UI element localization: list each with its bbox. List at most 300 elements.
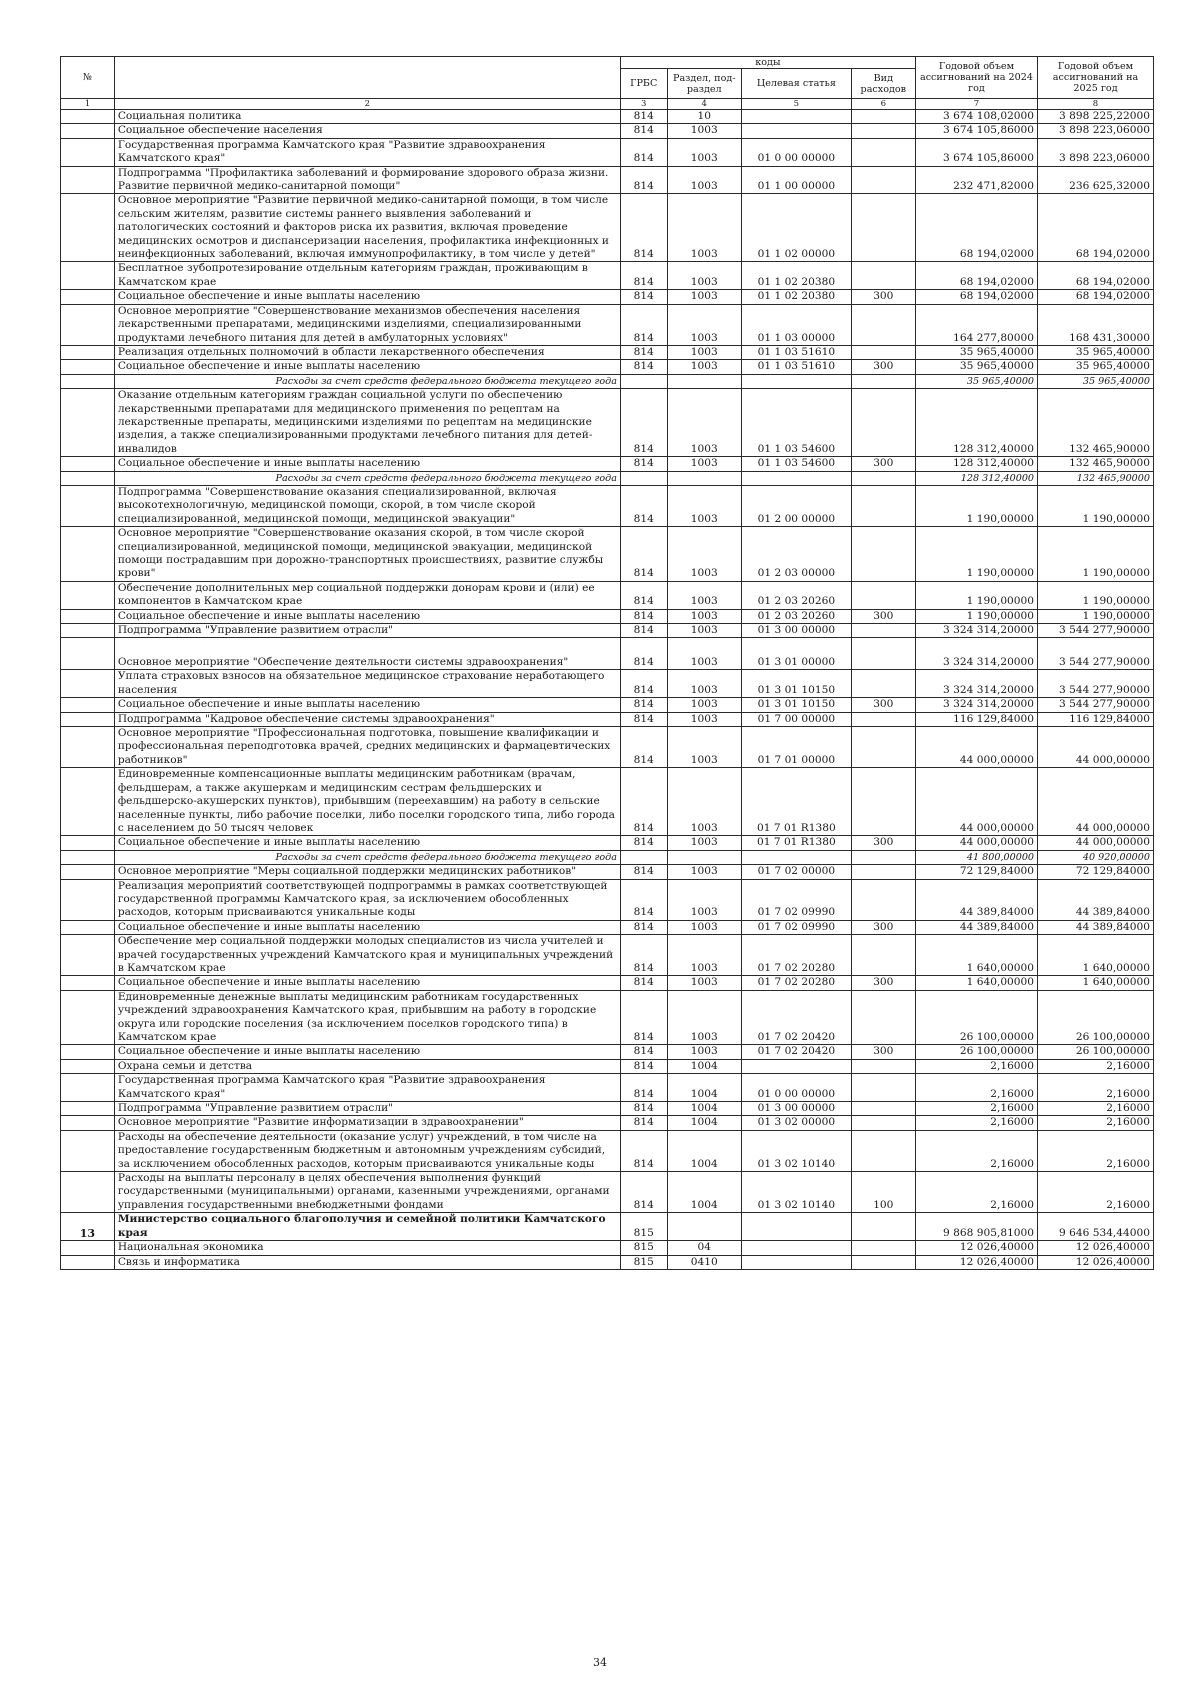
row-number (61, 768, 115, 836)
row-amount-2024: 26 100,00000 (915, 990, 1037, 1045)
row-section (667, 374, 742, 388)
row-expense-type (851, 727, 915, 768)
row-expense-type (851, 1255, 915, 1269)
row-article: 01 1 02 20380 (742, 262, 852, 290)
col-2025-header: Годовой объем ассигнований на 2025 год (1038, 57, 1154, 99)
row-article (742, 471, 852, 485)
row-article: 01 3 01 00000 (742, 638, 852, 670)
row-amount-2024: 12 026,40000 (915, 1241, 1037, 1255)
row-amount-2024: 12 026,40000 (915, 1255, 1037, 1269)
table-row (61, 990, 1154, 1045)
row-number (61, 1116, 115, 1130)
row-amount-2024: 41 800,00000 (915, 850, 1037, 864)
table-row (61, 836, 1154, 850)
budget-sheet (60, 56, 1154, 1270)
row-amount-2024: 128 312,40000 (915, 471, 1037, 485)
row-number (61, 124, 115, 138)
row-expense-type: 300 (851, 698, 915, 712)
row-number (61, 865, 115, 879)
row-number (61, 712, 115, 726)
row-article: 01 0 00 00000 (742, 138, 852, 166)
row-section: 1003 (667, 698, 742, 712)
row-amount-2024: 3 324 314,20000 (915, 670, 1037, 698)
row-name: Уплата страховых взносов на обязательное медицинское страхование неработающего населения (114, 670, 620, 698)
row-section: 1003 (667, 166, 742, 194)
table-row (61, 1130, 1154, 1171)
row-amount-2025: 236 625,32000 (1038, 166, 1154, 194)
row-grbs: 814 (620, 389, 667, 457)
row-number (61, 360, 115, 374)
row-amount-2024: 68 194,02000 (915, 194, 1037, 262)
row-amount-2024: 68 194,02000 (915, 290, 1037, 304)
row-number (61, 920, 115, 934)
table-row (61, 670, 1154, 698)
row-section (667, 471, 742, 485)
row-name: Подпрограмма "Профилактика заболеваний и формирование здорового образа жизни. Развитие первичной медико-санитарной помощи" (114, 166, 620, 194)
row-amount-2024: 9 868 905,81000 (915, 1213, 1037, 1241)
row-name: Основное мероприятие "Совершенствование оказания скорой, в том числе скорой специализированной, медицинской помощи, медицинской эвакуации, медицинской помощи пострадавшим при дорожно-транспортных происшествиях, развитие службы крови" (114, 527, 620, 582)
row-grbs: 814 (620, 581, 667, 609)
row-expense-type (851, 879, 915, 920)
row-expense-type (851, 1241, 915, 1255)
row-number (61, 1074, 115, 1102)
row-name: Социальное обеспечение и иные выплаты населению (114, 1045, 620, 1059)
row-expense-type (851, 712, 915, 726)
row-section: 1003 (667, 290, 742, 304)
row-name: Подпрограмма "Кадровое обеспечение системы здравоохранения" (114, 712, 620, 726)
col-2024-header: Годовой объем ассигнований на 2024 год (915, 57, 1037, 99)
row-name: Основное мероприятие "Совершенствование механизмов обеспечения населения лекарственными препаратами, медицинскими изделиями, специализированными продуктами лечебного питания для детей в амбулаторных условиях" (114, 304, 620, 345)
row-grbs: 814 (620, 485, 667, 526)
row-article: 01 1 03 54600 (742, 389, 852, 457)
row-grbs: 814 (620, 638, 667, 670)
row-amount-2024: 44 389,84000 (915, 920, 1037, 934)
table-row (61, 471, 1154, 485)
row-name: Подпрограмма "Совершенствование оказания специализированной, включая высокотехнологичную, медицинской помощи, скорой, в том числе скорой специализированной, медицинской помощи, медицинской эвакуации" (114, 485, 620, 526)
row-article: 01 1 03 51610 (742, 360, 852, 374)
row-article (742, 1213, 852, 1241)
row-number (61, 624, 115, 638)
row-section: 1003 (667, 768, 742, 836)
row-name: Социальное обеспечение населения (114, 124, 620, 138)
row-expense-type: 300 (851, 290, 915, 304)
row-grbs: 815 (620, 1255, 667, 1269)
row-expense-type (851, 124, 915, 138)
row-section: 1003 (667, 138, 742, 166)
row-article (742, 1255, 852, 1269)
row-number (61, 1102, 115, 1116)
row-amount-2025: 44 000,00000 (1038, 727, 1154, 768)
row-name: Основное мероприятие "Обеспечение деятельности системы здравоохранения" (114, 638, 620, 670)
table-row (61, 976, 1154, 990)
row-section (667, 850, 742, 864)
row-amount-2024: 128 312,40000 (915, 457, 1037, 471)
row-expense-type (851, 389, 915, 457)
row-amount-2024: 1 640,00000 (915, 935, 1037, 976)
row-section: 04 (667, 1241, 742, 1255)
row-number (61, 527, 115, 582)
row-amount-2024: 35 965,40000 (915, 360, 1037, 374)
row-amount-2025: 3 898 225,22000 (1038, 110, 1154, 124)
row-name: Расходы за счет средств федерального бюджета текущего года (114, 471, 620, 485)
table-row (61, 865, 1154, 879)
row-amount-2024: 2,16000 (915, 1172, 1037, 1213)
row-expense-type (851, 581, 915, 609)
row-amount-2025: 12 026,40000 (1038, 1241, 1154, 1255)
row-number (61, 698, 115, 712)
row-amount-2025: 3 898 223,06000 (1038, 124, 1154, 138)
table-row (61, 1059, 1154, 1073)
col-article-header: Целевая статья (742, 69, 852, 99)
row-grbs: 814 (620, 836, 667, 850)
table-row (61, 609, 1154, 623)
row-amount-2024: 2,16000 (915, 1102, 1037, 1116)
table-row (61, 712, 1154, 726)
row-number (61, 389, 115, 457)
table-row (61, 194, 1154, 262)
row-section: 1003 (667, 194, 742, 262)
row-expense-type (851, 935, 915, 976)
row-grbs: 814 (620, 920, 667, 934)
row-grbs: 814 (620, 527, 667, 582)
row-amount-2025: 44 389,84000 (1038, 920, 1154, 934)
table-row (61, 581, 1154, 609)
table-row (61, 527, 1154, 582)
row-name: Социальное обеспечение и иные выплаты населению (114, 290, 620, 304)
table-row (61, 457, 1154, 471)
row-section: 1003 (667, 1045, 742, 1059)
row-amount-2024: 2,16000 (915, 1116, 1037, 1130)
row-amount-2025: 26 100,00000 (1038, 990, 1154, 1045)
row-amount-2025: 1 190,00000 (1038, 485, 1154, 526)
column-index: 6 (851, 99, 915, 110)
row-name: Расходы на выплаты персоналу в целях обеспечения выполнения функций государственными (муниципальными) органами, казенными учреждениями, органами управления государственными внебюджетными фондами (114, 1172, 620, 1213)
row-amount-2024: 3 674 105,86000 (915, 124, 1037, 138)
row-article: 01 7 02 09990 (742, 879, 852, 920)
table-row (61, 262, 1154, 290)
row-grbs: 814 (620, 935, 667, 976)
row-amount-2025: 116 129,84000 (1038, 712, 1154, 726)
row-expense-type: 300 (851, 1045, 915, 1059)
row-name: Обеспечение дополнительных мер социальной поддержки донорам крови и (или) ее компонентов в Камчатском крае (114, 581, 620, 609)
row-name: Единовременные денежные выплаты медицинским работникам государственных учреждений здравоохранения Камчатского края, прибывшим на работу в городские округа или городские поселения (за исключением поселков городского типа) в Камчатском крае (114, 990, 620, 1045)
row-expense-type (851, 262, 915, 290)
table-row (61, 360, 1154, 374)
table-body (61, 110, 1154, 1270)
page-number: 34 (593, 1656, 607, 1669)
row-amount-2024: 1 190,00000 (915, 581, 1037, 609)
table-row (61, 138, 1154, 166)
row-article: 01 7 02 20280 (742, 935, 852, 976)
row-section: 1004 (667, 1130, 742, 1171)
row-grbs: 814 (620, 1130, 667, 1171)
row-grbs (620, 471, 667, 485)
row-amount-2025: 1 640,00000 (1038, 935, 1154, 976)
row-article: 01 7 01 00000 (742, 727, 852, 768)
row-article: 01 3 02 10140 (742, 1172, 852, 1213)
row-amount-2024: 44 000,00000 (915, 836, 1037, 850)
row-expense-type (851, 865, 915, 879)
column-index: 3 (620, 99, 667, 110)
row-section: 1004 (667, 1116, 742, 1130)
row-section: 0410 (667, 1255, 742, 1269)
table-row (61, 124, 1154, 138)
row-section: 1003 (667, 990, 742, 1045)
row-expense-type (851, 1074, 915, 1102)
row-section: 1003 (667, 670, 742, 698)
col-name-header (114, 57, 620, 99)
col-section-header: Раздел, под-раздел (667, 69, 742, 99)
table-row (61, 698, 1154, 712)
row-amount-2025: 2,16000 (1038, 1059, 1154, 1073)
row-amount-2025: 3 544 277,90000 (1038, 624, 1154, 638)
row-expense-type: 300 (851, 976, 915, 990)
column-index: 7 (915, 99, 1037, 110)
row-amount-2025: 1 190,00000 (1038, 609, 1154, 623)
row-name: Оказание отдельным категориям граждан социальной услуги по обеспечению лекарственными препаратами для медицинского применения по рецептам на лекарственные препараты, медицинскими изделиями по рецептам на медицинские изделия, а также специализированными продуктами лечебного питания для детей-инвалидов (114, 389, 620, 457)
row-article: 01 1 03 00000 (742, 304, 852, 345)
row-amount-2024: 3 324 314,20000 (915, 638, 1037, 670)
row-article: 01 1 00 00000 (742, 166, 852, 194)
row-grbs: 814 (620, 879, 667, 920)
row-grbs: 814 (620, 670, 667, 698)
row-amount-2025: 68 194,02000 (1038, 194, 1154, 262)
row-amount-2025: 72 129,84000 (1038, 865, 1154, 879)
row-amount-2025: 2,16000 (1038, 1074, 1154, 1102)
row-amount-2025: 68 194,02000 (1038, 262, 1154, 290)
row-number (61, 374, 115, 388)
row-grbs: 814 (620, 1172, 667, 1213)
row-expense-type (851, 1102, 915, 1116)
row-grbs: 814 (620, 1045, 667, 1059)
row-article: 01 0 00 00000 (742, 1074, 852, 1102)
row-section: 1003 (667, 389, 742, 457)
row-article: 01 1 02 00000 (742, 194, 852, 262)
row-section: 1003 (667, 262, 742, 290)
row-expense-type (851, 638, 915, 670)
row-article: 01 7 02 20420 (742, 1045, 852, 1059)
row-number (61, 110, 115, 124)
row-amount-2024: 44 000,00000 (915, 727, 1037, 768)
row-number (61, 457, 115, 471)
row-amount-2024: 2,16000 (915, 1074, 1037, 1102)
row-grbs: 815 (620, 1241, 667, 1255)
row-amount-2025: 2,16000 (1038, 1172, 1154, 1213)
col-num-header: № (61, 57, 115, 99)
row-section: 1003 (667, 485, 742, 526)
row-name: Охрана семьи и детства (114, 1059, 620, 1073)
row-grbs: 814 (620, 360, 667, 374)
row-amount-2025: 2,16000 (1038, 1102, 1154, 1116)
row-amount-2025: 1 640,00000 (1038, 976, 1154, 990)
row-name: Подпрограмма "Управление развитием отрасли" (114, 1102, 620, 1116)
table-row (61, 345, 1154, 359)
table-row (61, 879, 1154, 920)
table-row (61, 850, 1154, 864)
table-row (61, 1172, 1154, 1213)
row-amount-2024: 164 277,80000 (915, 304, 1037, 345)
row-name: Бесплатное зубопротезирование отдельным категориям граждан, проживающим в Камчатском крае (114, 262, 620, 290)
row-amount-2024: 116 129,84000 (915, 712, 1037, 726)
row-article: 01 7 02 00000 (742, 865, 852, 879)
row-amount-2024: 1 190,00000 (915, 527, 1037, 582)
row-article: 01 1 02 20380 (742, 290, 852, 304)
row-amount-2024: 2,16000 (915, 1059, 1037, 1073)
row-grbs: 814 (620, 345, 667, 359)
row-amount-2024: 2,16000 (915, 1130, 1037, 1171)
table-row (61, 727, 1154, 768)
row-grbs: 814 (620, 1059, 667, 1073)
table-row (61, 110, 1154, 124)
row-amount-2024: 35 965,40000 (915, 374, 1037, 388)
row-article: 01 2 00 00000 (742, 485, 852, 526)
row-section: 1004 (667, 1172, 742, 1213)
row-article: 01 7 02 20420 (742, 990, 852, 1045)
row-section: 1003 (667, 879, 742, 920)
row-expense-type (851, 527, 915, 582)
codes-header: коды (620, 57, 915, 69)
column-index-row (61, 99, 1154, 110)
row-amount-2024: 1 190,00000 (915, 609, 1037, 623)
row-grbs: 814 (620, 304, 667, 345)
row-name: Расходы за счет средств федерального бюджета текущего года (114, 850, 620, 864)
row-expense-type: 300 (851, 457, 915, 471)
row-grbs: 814 (620, 194, 667, 262)
row-grbs (620, 374, 667, 388)
row-amount-2025: 2,16000 (1038, 1130, 1154, 1171)
row-section (667, 1213, 742, 1241)
row-grbs: 814 (620, 124, 667, 138)
row-name: Основное мероприятие "Развитие первичной медико-санитарной помощи, в том числе сельским жителям, развитие системы раннего выявления заболеваний и патологических состояний и факторов риска их развития, включая проведение медицинских осмотров и диспансеризации населения, профилактика инфекционных и неинфекционных заболеваний, включая иммунопрофилактику, в том числе у детей" (114, 194, 620, 262)
row-expense-type (851, 304, 915, 345)
row-amount-2025: 3 544 277,90000 (1038, 670, 1154, 698)
row-grbs: 814 (620, 712, 667, 726)
row-amount-2025: 2,16000 (1038, 1116, 1154, 1130)
row-amount-2025: 35 965,40000 (1038, 360, 1154, 374)
table-row (61, 304, 1154, 345)
row-amount-2025: 3 544 277,90000 (1038, 698, 1154, 712)
row-number (61, 935, 115, 976)
row-article (742, 124, 852, 138)
row-grbs: 814 (620, 262, 667, 290)
row-section: 1004 (667, 1059, 742, 1073)
row-amount-2025: 3 898 223,06000 (1038, 138, 1154, 166)
row-name: Социальное обеспечение и иные выплаты населению (114, 609, 620, 623)
table-row (61, 166, 1154, 194)
table-row (61, 1255, 1154, 1269)
row-name: Государственная программа Камчатского края "Развитие здравоохранения Камчатского края" (114, 138, 620, 166)
row-expense-type (851, 850, 915, 864)
row-number (61, 581, 115, 609)
row-name: Реализация мероприятий соответствующей подпрограммы в рамках соответствующей государственной программы Камчатского края, за исключением обособленных расходов, которым присваиваются уникальные коды (114, 879, 620, 920)
table-row (61, 1045, 1154, 1059)
col-expense-type-header: Вид расходов (851, 69, 915, 99)
row-number (61, 727, 115, 768)
row-section: 1003 (667, 624, 742, 638)
row-number (61, 345, 115, 359)
row-section: 1003 (667, 712, 742, 726)
row-amount-2024: 3 674 108,02000 (915, 110, 1037, 124)
row-section: 1003 (667, 527, 742, 582)
row-number (61, 609, 115, 623)
row-article: 01 7 01 R1380 (742, 836, 852, 850)
row-grbs: 814 (620, 138, 667, 166)
row-amount-2024: 68 194,02000 (915, 262, 1037, 290)
table-row (61, 638, 1154, 670)
table-row (61, 1074, 1154, 1102)
table-row (61, 1116, 1154, 1130)
row-name: Социальное обеспечение и иные выплаты населению (114, 457, 620, 471)
column-index: 4 (667, 99, 742, 110)
row-section: 10 (667, 110, 742, 124)
row-name: Социальное обеспечение и иные выплаты населению (114, 976, 620, 990)
row-number (61, 262, 115, 290)
row-number (61, 670, 115, 698)
row-expense-type: 100 (851, 1172, 915, 1213)
row-section: 1003 (667, 920, 742, 934)
row-number (61, 1059, 115, 1073)
row-expense-type: 300 (851, 360, 915, 374)
row-section: 1003 (667, 976, 742, 990)
row-name: Основное мероприятие "Развитие информатизации в здравоохранении" (114, 1116, 620, 1130)
row-name: Основное мероприятие "Меры социальной поддержки медицинских работников" (114, 865, 620, 879)
row-name: Национальная экономика (114, 1241, 620, 1255)
row-name: Государственная программа Камчатского края "Развитие здравоохранения Камчатского края" (114, 1074, 620, 1102)
table-row (61, 389, 1154, 457)
row-amount-2024: 3 674 105,86000 (915, 138, 1037, 166)
row-number (61, 138, 115, 166)
row-number (61, 990, 115, 1045)
row-name: Социальное обеспечение и иные выплаты населению (114, 920, 620, 934)
column-index: 2 (114, 99, 620, 110)
row-amount-2025: 44 000,00000 (1038, 768, 1154, 836)
row-name: Социальное обеспечение и иные выплаты населению (114, 698, 620, 712)
row-name: Основное мероприятие "Профессиональная подготовка, повышение квалификации и профессиональная переподготовка врачей, средних медицинских и фармацевтических работников" (114, 727, 620, 768)
row-amount-2025: 168 431,30000 (1038, 304, 1154, 345)
row-expense-type (851, 1116, 915, 1130)
row-article: 01 3 01 10150 (742, 698, 852, 712)
row-section: 1004 (667, 1102, 742, 1116)
row-section: 1003 (667, 727, 742, 768)
row-section: 1003 (667, 638, 742, 670)
row-number (61, 471, 115, 485)
row-grbs: 814 (620, 727, 667, 768)
row-grbs (620, 850, 667, 864)
row-grbs: 814 (620, 624, 667, 638)
row-article: 01 3 02 00000 (742, 1116, 852, 1130)
row-section: 1003 (667, 360, 742, 374)
row-expense-type (851, 345, 915, 359)
row-number (61, 1045, 115, 1059)
row-expense-type (851, 194, 915, 262)
row-name: Обеспечение мер социальной поддержки молодых специалистов из числа учителей и врачей государственных учреждений Камчатского края и муниципальных учреждений в Камчатском крае (114, 935, 620, 976)
table-row (61, 624, 1154, 638)
row-grbs: 814 (620, 976, 667, 990)
row-section: 1003 (667, 865, 742, 879)
row-section: 1003 (667, 609, 742, 623)
table-row (61, 920, 1154, 934)
row-number (61, 1241, 115, 1255)
row-section: 1003 (667, 581, 742, 609)
row-section: 1003 (667, 457, 742, 471)
row-amount-2025: 132 465,90000 (1038, 389, 1154, 457)
row-name: Социальное обеспечение и иные выплаты населению (114, 836, 620, 850)
row-grbs: 815 (620, 1213, 667, 1241)
row-article: 01 3 00 00000 (742, 1102, 852, 1116)
row-expense-type (851, 1130, 915, 1171)
row-name: Социальная политика (114, 110, 620, 124)
table-row (61, 768, 1154, 836)
